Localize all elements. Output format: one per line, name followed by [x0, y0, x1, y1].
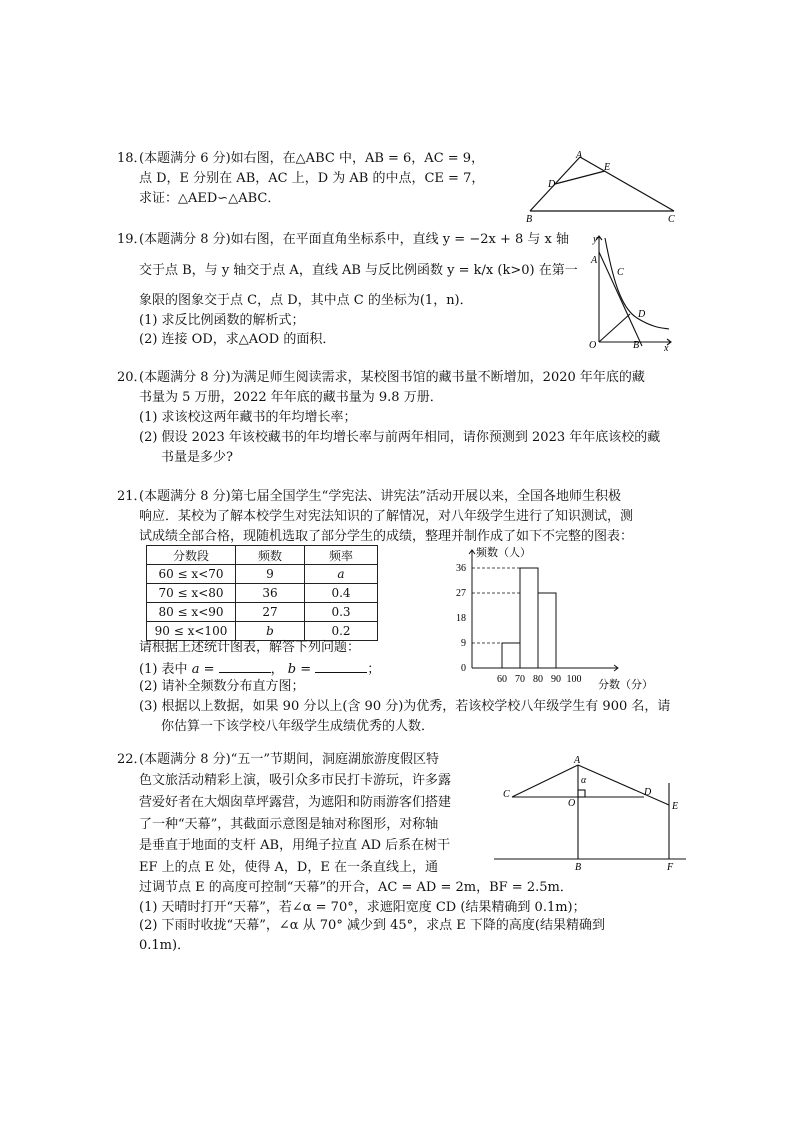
q21-sub-1: [139, 660, 380, 678]
q21-instruction: 请根据上述统计图表，解答下列问题：: [139, 640, 361, 655]
q19-line-2: 交于点 B，与 y 轴交于点 A，直线 AB 与反比例函数 y = k/x (k>0) 在第一: [139, 263, 578, 278]
label-C: C: [668, 214, 675, 224]
q22-sub-2-cont: 0.1m)．: [139, 938, 191, 953]
q22-number: 22．: [117, 752, 147, 767]
q21-sub-2: (2) 请补全频数分布直方图；: [139, 679, 305, 694]
q22-sub-2: (2) 下雨时收拢“天幕”，∠α 从 70° 减少到 45°，求点 E 下降的高度(结果精确到: [139, 918, 605, 933]
q22-line-5: 是垂直于地面的支杆 AB，用绳子拉直 AD 后系在树干: [139, 838, 451, 853]
q18-line-1: (本题满分 6 分)如右图，在△ABC 中，AB = 6，AC = 9，: [139, 151, 485, 166]
x-tick-label: 90: [551, 674, 561, 685]
label-D: D: [644, 787, 652, 798]
table-header-row: [147, 546, 378, 565]
y-tick-label: 9: [461, 638, 466, 649]
q19-sub-2: (2) 连接 OD，求△AOD 的面积．: [139, 332, 336, 347]
answer-blank-a[interactable]: [219, 660, 271, 673]
x-tick-label: 80: [533, 674, 543, 685]
q21-sub-3-cont: 你估算一下该学校八年级学生成绩优秀的人数．: [161, 719, 435, 734]
q22-line-6: EF 上的点 E 处，使得 A，D，E 在一条直线上，通: [139, 860, 438, 875]
q19-number: 19．: [117, 232, 147, 247]
table-row: [147, 603, 378, 622]
label-C: C: [617, 267, 624, 278]
q20-line-2: 书量为 5 万册，2022 年年底的藏书量为 9.8 万册．: [139, 390, 443, 405]
table-cell: 36: [236, 584, 305, 603]
q22-tent-figure: [490, 755, 690, 875]
label-E: E: [672, 801, 679, 812]
frequency-table: [146, 545, 378, 641]
label-O: O: [589, 340, 597, 351]
label-D: D: [638, 309, 646, 320]
y-tick-label: 27: [456, 588, 466, 599]
q22-line-7: 过调节点 E 的高度可控制“天幕”的开合，AC = AD = 2m，BF = 2.5m．: [139, 880, 573, 895]
label-C: C: [503, 789, 510, 800]
x-tick-label: 100: [566, 674, 582, 685]
q19-coordinate-figure: [585, 230, 675, 352]
table-row: [147, 622, 378, 641]
table-header: 频数: [236, 546, 305, 565]
label-B: B: [633, 340, 640, 351]
q22-line-4: 了一种“天幕”，其截面示意图是轴对称图形，对称轴: [139, 817, 439, 832]
y-tick-label: 0: [461, 663, 466, 674]
label-alpha: α: [581, 775, 587, 786]
q22-line-3: 营爱好者在大烟囱草坪露营，为遮阳和防雨游客们搭建: [139, 795, 452, 810]
label-A: A: [574, 755, 581, 766]
table-cell: 70 ≤ x<80: [147, 584, 236, 603]
label-D: D: [548, 179, 556, 190]
histogram-bar: [520, 568, 538, 668]
q21-sub-3: (3) 根据以上数据，如果 90 分以上(含 90 分)为优秀，若该校学校八年级学生有 900 名，请: [139, 699, 671, 714]
label-A: A: [576, 150, 583, 161]
q21-b-label: b =: [287, 662, 312, 677]
frequency-histogram: [440, 542, 695, 692]
q21-sep: ，: [270, 662, 284, 677]
table-cell: 60 ≤ x<70: [147, 565, 236, 584]
y-axis-label: 频数（人）: [476, 547, 531, 559]
table-header: 频率: [305, 546, 378, 565]
table-cell: 0.2: [305, 622, 378, 641]
x-tick-label: 70: [515, 674, 525, 685]
label-O: O: [568, 798, 576, 809]
table-cell: a: [305, 565, 378, 584]
q21-line-3: 试成绩全部合格，现随机选取了部分学生的成绩，整理并制作成了如下不完整的图表：: [139, 529, 634, 544]
q21-sub-1-prefix: (1) 表中: [139, 662, 188, 677]
q21-end: ；: [367, 662, 381, 677]
q19-sub-1: (1) 求反比例函数的解析式；: [139, 313, 305, 328]
y-tick-label: 36: [456, 563, 466, 574]
label-B: B: [575, 862, 582, 873]
q20-sub-2: (2) 假设 2023 年该校藏书的年均增长率与前两年相同，请你预测到 2023 年年底该校的藏: [139, 430, 661, 445]
q18-line-2: 点 D，E 分别在 AB，AC 上，D 为 AB 的中点，CE = 7，: [139, 171, 485, 186]
q20-sub-2-cont: 书量是多少?: [161, 450, 233, 465]
label-y: y: [593, 234, 598, 245]
q18-line-3: 求证：△AED∽△ABC．: [139, 191, 281, 206]
q20-sub-1: (1) 求该校这两年藏书的年均增长率；: [139, 410, 357, 425]
q22-line-2: 色文旅活动精彩上演，吸引众多市民打卡游玩，许多露: [139, 773, 452, 788]
label-A: A: [591, 255, 598, 266]
table-cell: 9: [236, 565, 305, 584]
histogram-bar: [502, 643, 520, 668]
q21-number: 21．: [117, 489, 147, 504]
histogram-bar: [538, 593, 556, 668]
table-header: 分数段: [147, 546, 236, 565]
q20-number: 20．: [117, 370, 147, 385]
table-row: [147, 565, 378, 584]
table-cell: 80 ≤ x<90: [147, 603, 236, 622]
q18-triangle-figure: [522, 148, 682, 224]
q21-a-label: a =: [191, 662, 215, 677]
label-F: F: [667, 862, 674, 873]
table-cell: 90 ≤ x<100: [147, 622, 236, 641]
x-axis-label: 分数（分）: [598, 679, 653, 691]
answer-blank-b[interactable]: [315, 660, 367, 673]
label-E: E: [604, 162, 611, 173]
q19-line-3: 象限的图象交于点 C，点 D，其中点 C 的坐标为(1，n)．: [139, 293, 473, 308]
q21-line-2: 响应．某校为了解本校学生对宪法知识的了解情况，对八年级学生进行了知识测试，测: [139, 509, 634, 524]
table-cell: 0.4: [305, 584, 378, 603]
table-cell: 0.3: [305, 603, 378, 622]
label-B: B: [526, 214, 533, 224]
table-row: [147, 584, 378, 603]
q22-sub-1: (1) 天晴时打开“天幕”，若∠α = 70°，求遮阳宽度 CD (结果精确到 0.1m)；: [139, 900, 586, 915]
q20-line-1: (本题满分 8 分)为满足师生阅读需求，某校图书馆的藏书量不断增加，2020 年年底的藏: [139, 370, 645, 385]
table-cell: b: [236, 622, 305, 641]
y-tick-label: 18: [456, 613, 466, 624]
q19-line-1: (本题满分 8 分)如右图，在平面直角坐标系中，直线 y = −2x + 8 与 x 轴: [139, 232, 569, 247]
q18-number: 18．: [117, 151, 147, 166]
x-tick-label: 60: [497, 674, 507, 685]
q21-line-1: (本题满分 8 分)第七届全国学生“学宪法、讲宪法”活动开展以来，全国各地师生积极: [139, 489, 621, 504]
label-x: x: [664, 343, 669, 352]
q22-line-1: (本题满分 8 分)“五一”节期间，洞庭湖旅游度假区特: [139, 752, 439, 767]
table-cell: 27: [236, 603, 305, 622]
